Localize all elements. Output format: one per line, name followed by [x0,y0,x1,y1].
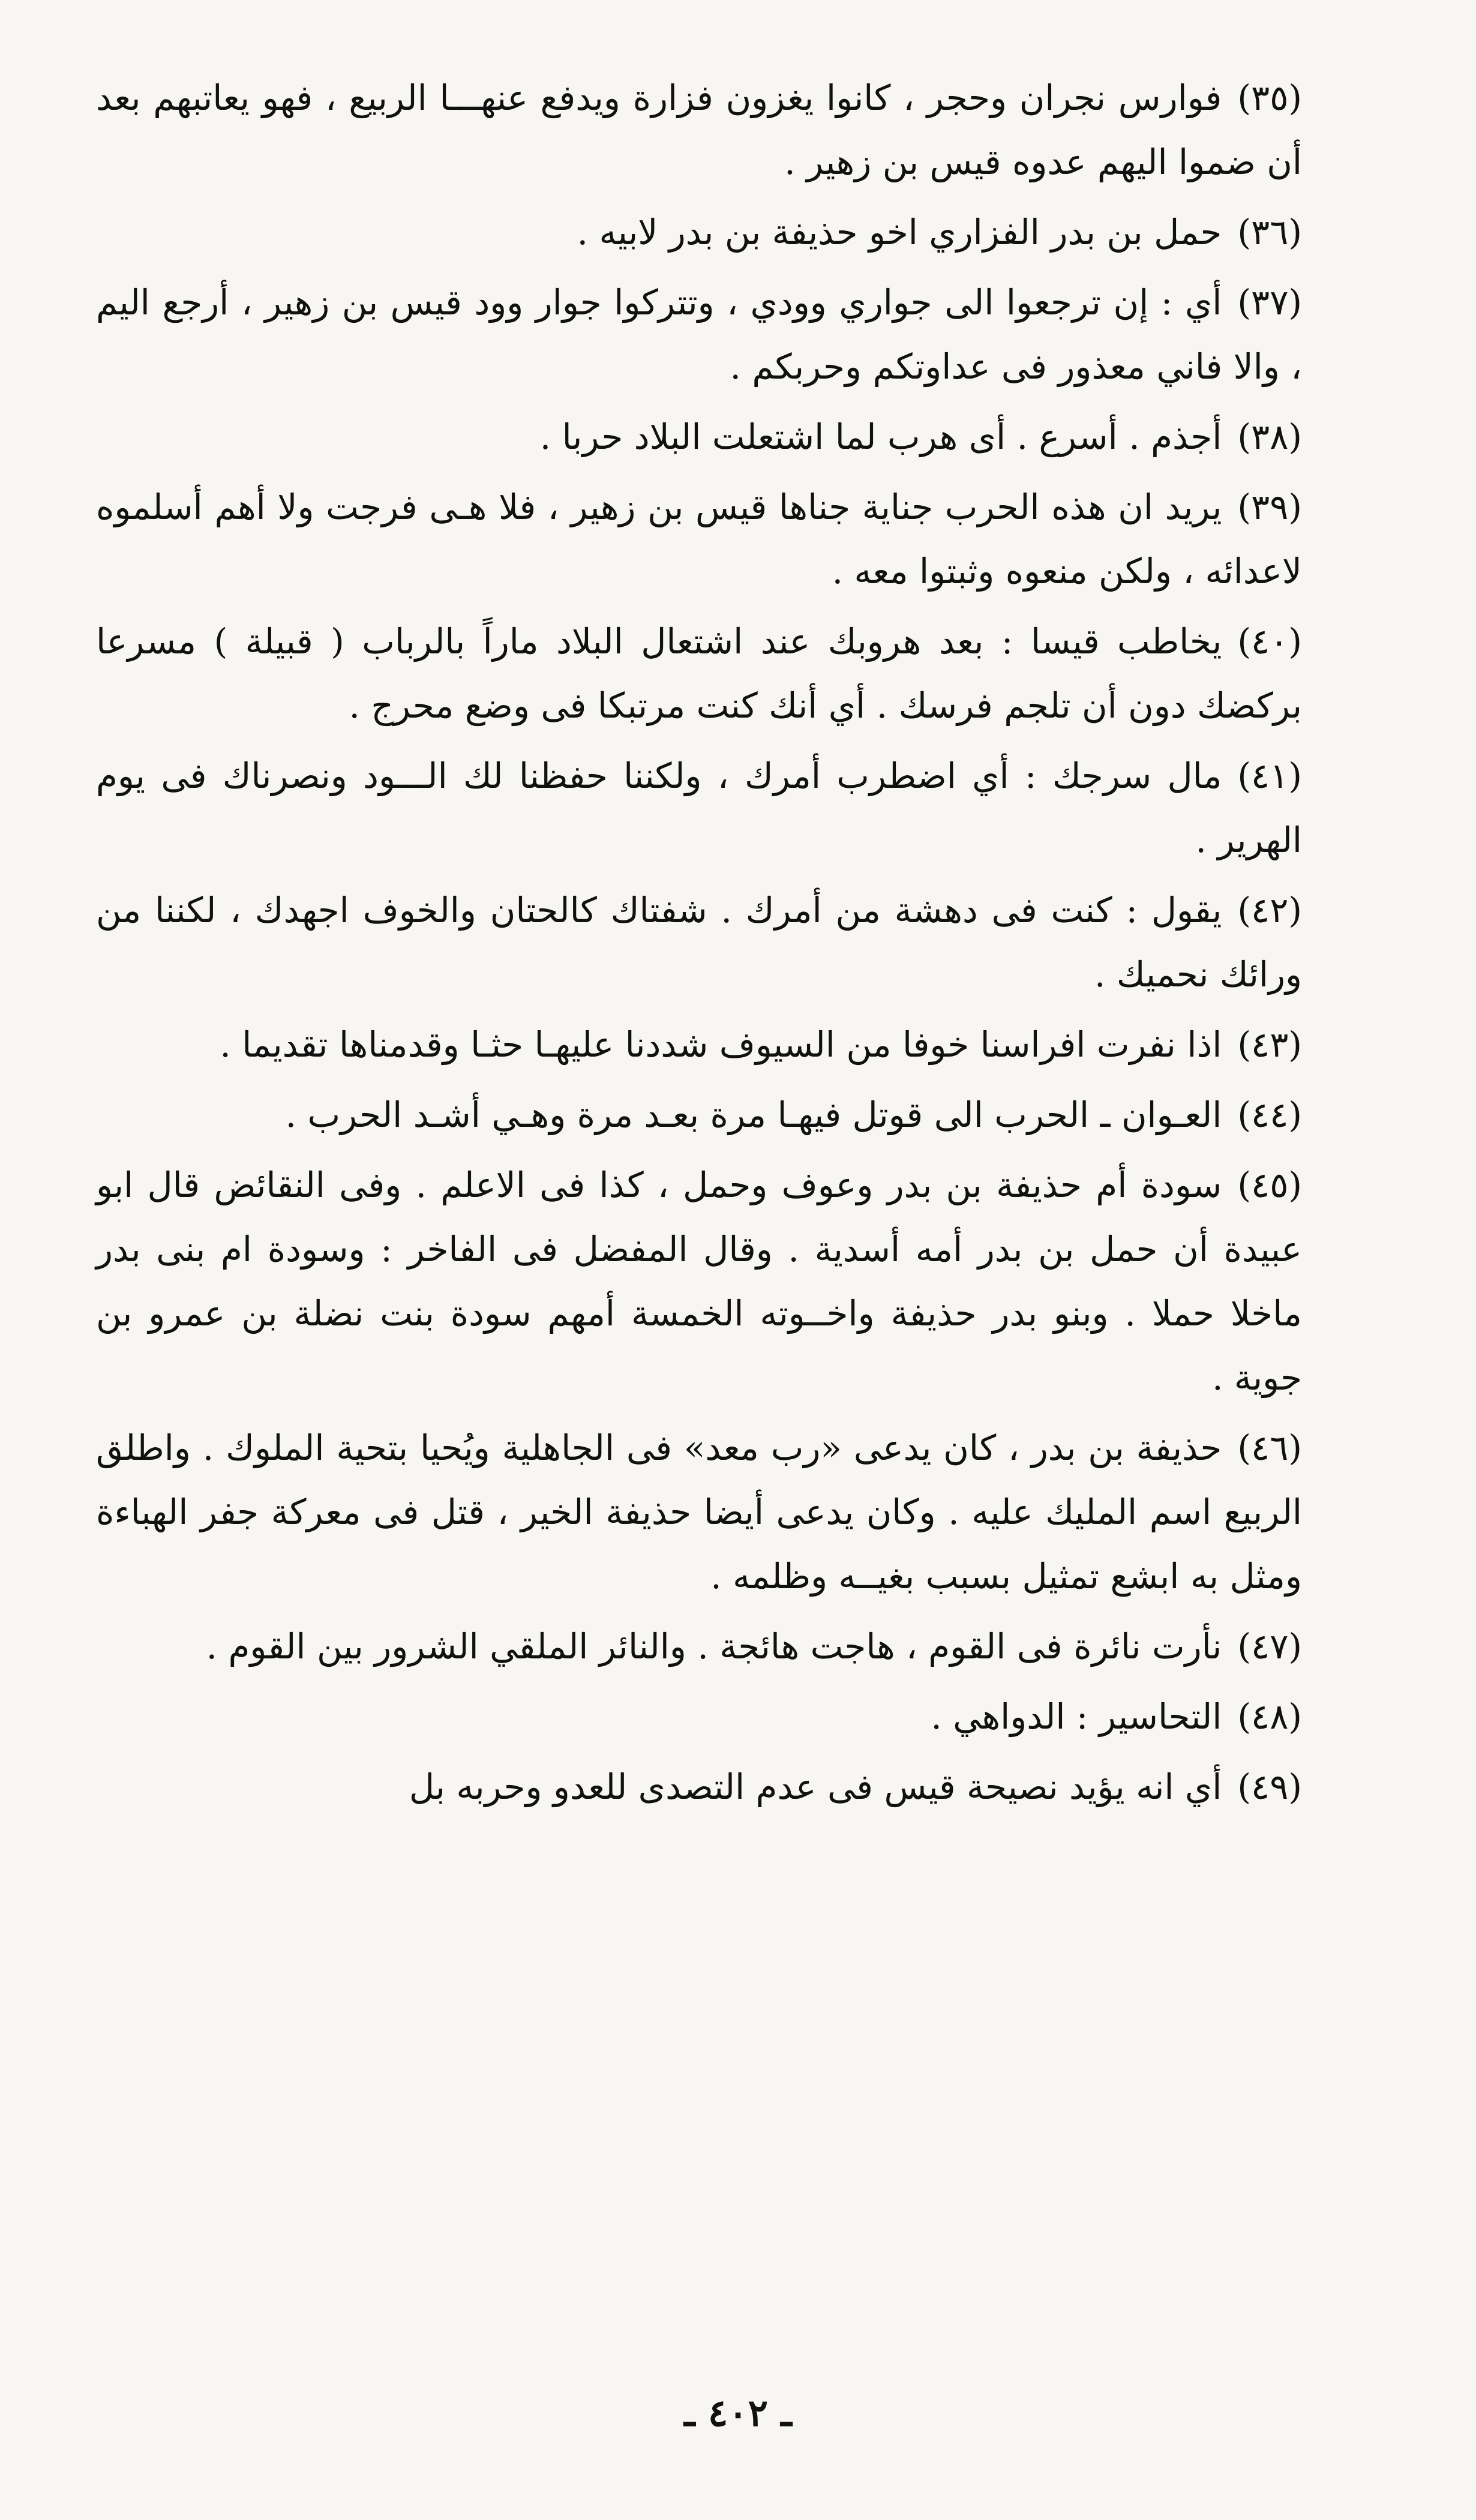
footnote [96,1685,1302,1749]
footnote-number: (٤١) [1237,755,1302,796]
footnote-number: (٤٢) [1237,890,1302,931]
footnote [96,610,1302,738]
footnote-text: اذا نفرت افراسنا خوفا من السيوف شددنا عليهـا حثـا وقدمناها تقديما . [220,1024,1222,1065]
footnote-text: يخاطب قيسا : بعد هروبك عند اشتعال البلاد ماراً بالرباب ( قبيلة ) مسرعا بركضك دون أن تلجم فرسك . أي أنك كنت مرتبكا فى وضع محرج . [96,621,1302,726]
footnote [96,1083,1302,1147]
footnote-number: (٤٨) [1237,1696,1302,1737]
footnote-number: (٣٥) [1237,77,1302,118]
footnotes-list [96,66,1302,1825]
footnote-text: حذيفة بن بدر ، كان يدعى «رب معد» فى الجاهلية ويُحيا بتحية الملوك . واطلق الربيع اسم المليك عليه . وكان يدعى أيضا حذيفة الخير ، قتل فى معركة جفر الهباءة ومثل به ابشع تمثيل بسبب بغيــه وظلمه . [96,1427,1302,1597]
footnote [96,1755,1302,1819]
footnote [96,66,1302,194]
footnote [96,200,1302,265]
footnote-number: (٣٧) [1237,282,1302,323]
footnote-number: (٤٧) [1237,1626,1302,1667]
footnote-number: (٤٥) [1237,1165,1302,1205]
footnote [96,475,1302,604]
footnote-number: (٤٣) [1237,1024,1302,1065]
footnote-number: (٣٦) [1237,212,1302,253]
footnote [96,1416,1302,1609]
footnote [96,405,1302,469]
footnote-text: أي انه يؤيد نصيحة قيس فى عدم التصدى للعدو وحربه بل [409,1766,1222,1807]
footnote-number: (٤٩) [1237,1766,1302,1807]
footnote-text: أجذم . أسرع . أى هرب لما اشتعلت البلاد حربا . [539,416,1222,457]
footnote-number: (٣٨) [1237,416,1302,457]
footnote-text: يريد ان هذه الحرب جناية جناها قيس بن زهير ، فلا هـى فرجت ولا أهم أسلموه لاعدائه ، ولكن منعوه وثبتوا معه . [96,487,1302,592]
footnote-text: سودة أم حذيفة بن بدر وعوف وحمل ، كذا فى الاعلم . وفى النقائض قال ابو عبيدة أن حمل بن بدر أمه أسدية . وقال المفضل فى الفاخر : وسودة ام بنى بدر ماخلا حملا . وبنو بدر حذيفة واخــوته الخمسة أمهم سودة بنت نضلة بن عمرو بن جوية . [96,1165,1302,1398]
footnote-text: التحاسير : الدواهي . [931,1696,1222,1737]
footnote-number: (٣٩) [1237,487,1302,527]
footnote [96,744,1302,872]
footnote-text: يقول : كنت فى دهشة من أمرك . شفتاك كالحتان والخوف اجهدك ، لكننا من ورائك نحميك . [96,890,1302,995]
page-number: ـ ٤٠٢ ـ [684,2391,792,2435]
footnote-number: (٤٠) [1237,621,1302,662]
footnote [96,1153,1302,1410]
footnote-text: مال سرجك : أي اضطرب أمرك ، ولكننا حفظنا لك الـــود ونصرناك فى يوم الهرير . [96,755,1302,860]
footnote-text: فوارس نجران وحجر ، كانوا يغزون فزارة ويدفع عنهـــا الربيع ، فهو يعاتبهم بعد أن ضموا اليهم عدوه قيس بن زهير . [96,77,1302,182]
footnote-text: أي : إن ترجعوا الى جواري وودي ، وتتركوا جوار وود قيس بن زهير ، أرجع اليم ، والا فاني معذور فى عداوتكم وحربكم . [96,282,1302,387]
footnote-text: نأرت نائرة فى القوم ، هاجت هائجة . والنائر الملقي الشرور بين القوم . [206,1626,1222,1667]
footnote [96,878,1302,1007]
footnote-text: حمل بن بدر الفزاري اخو حذيفة بن بدر لابيه . [577,212,1222,253]
footnote-text: العـوان ـ الحرب الى قوتل فيهـا مرة بعـد مرة وهـي أشـد الحرب . [285,1094,1222,1135]
footnote [96,271,1302,399]
footnote-number: (٤٦) [1237,1427,1302,1468]
footnote [96,1013,1302,1077]
footnote [96,1615,1302,1679]
footnote-number: (٤٤) [1237,1094,1302,1135]
